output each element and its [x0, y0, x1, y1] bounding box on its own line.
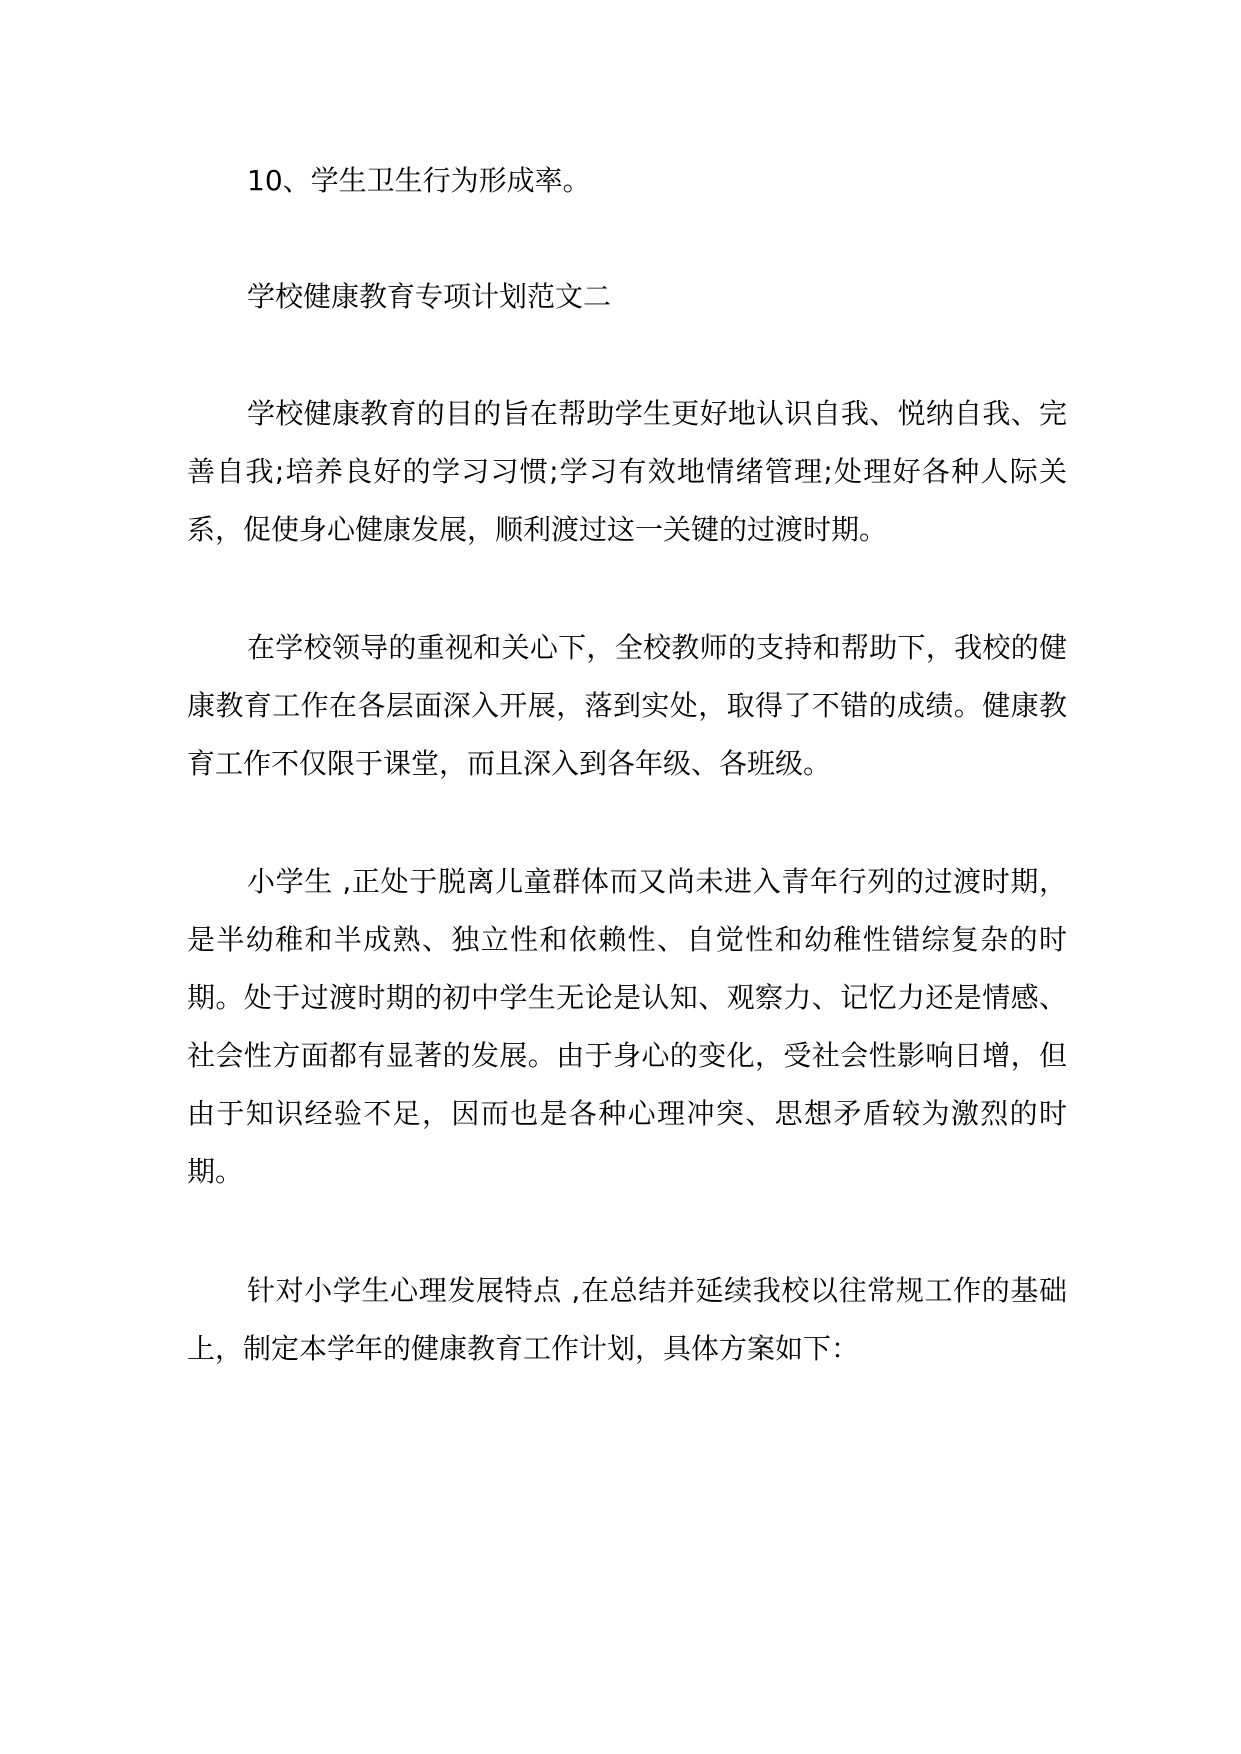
paragraph-item-10: 10、学生卫生行为形成率。 — [247, 164, 591, 197]
paragraph-leadership: 在学校领导的重视和关心下，全校教师的支持和帮助下，我校的健康教育工作在各层面深入开展，落到实处，取得了不错的成绩。健康教育工作不仅限于课堂，而且深入到各年级、各班级。 — [187, 631, 1067, 780]
paragraph-student-characteristics: 小学生 ,正处于脱离儿童群体而又尚未进入青年行列的过渡时期，是半幼稚和半成熟、独立性和依赖性、自觉性和幼稚性错综复杂的时期。处于过渡时期的初中学生无论是认知、观察力、记忆力还是情感、社会性方面都有显著的发展。由于身心的变化，受社会性影响日增，但由于知识经验不足，因而也是各种心理冲突、思想矛盾较为激烈的时期。 — [187, 865, 1067, 1188]
section-heading: 学校健康教育专项计划范文二 — [247, 280, 612, 313]
paragraph-purpose: 学校健康教育的目的旨在帮助学生更好地认识自我、悦纳自我、完善自我;培养良好的学习习惯;学习有效地情绪管理;处理好各种人际关系，促使身心健康发展，顺利渡过这一关键的过渡时期。 — [187, 397, 1067, 546]
paragraph-plan-intro: 针对小学生心理发展特点 ,在总结并延续我校以往常规工作的基础上，制定本学年的健康教育工作计划，具体方案如下： — [187, 1274, 1067, 1365]
